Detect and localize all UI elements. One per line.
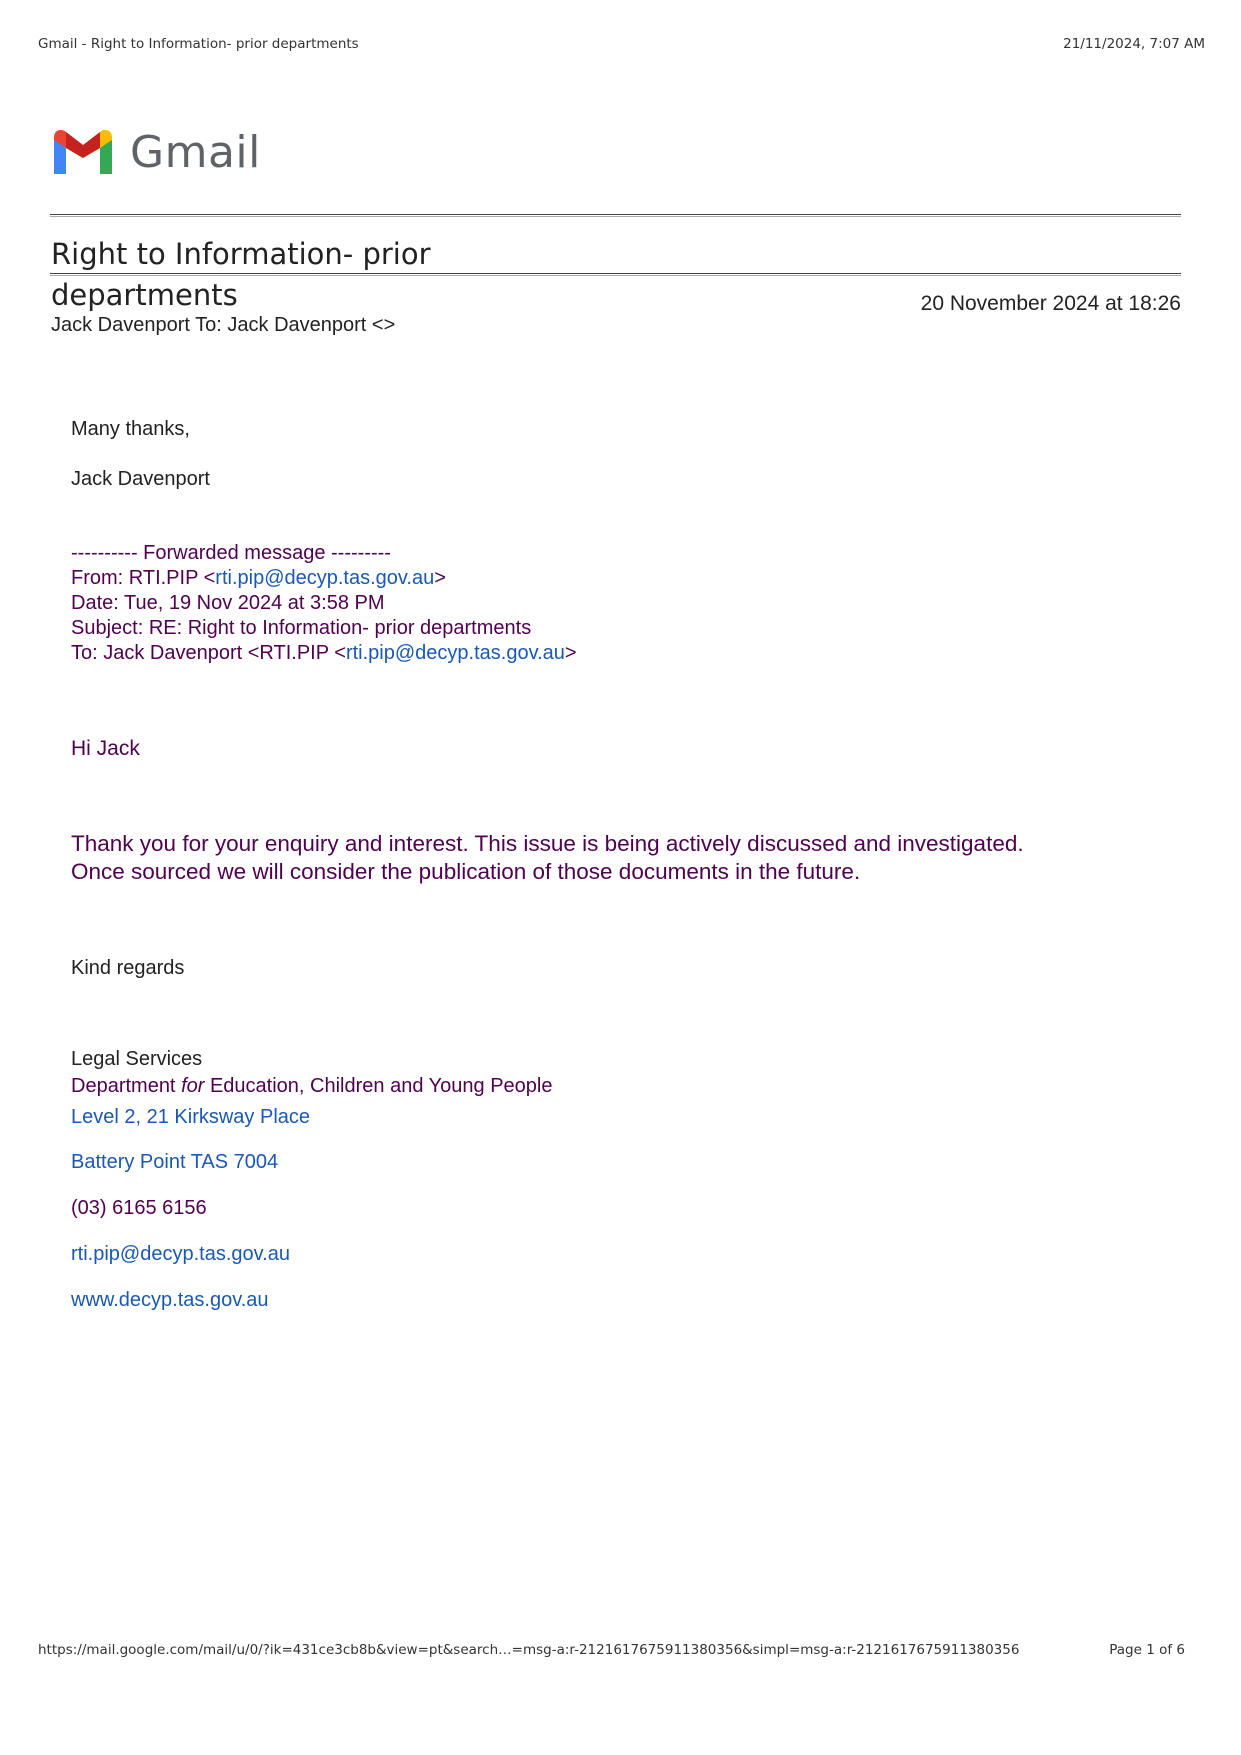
closing: Many thanks,: [71, 418, 190, 440]
forwarded-from-label: From: RTI.PIP <: [71, 567, 216, 589]
sig-address-line-1[interactable]: Level 2, 21 Kirksway Place: [71, 1106, 311, 1128]
header-rule: [50, 214, 1181, 215]
print-timestamp: 21/11/2024, 7:07 AM: [1063, 36, 1205, 52]
email-date: 20 November 2024 at 18:26: [920, 292, 1181, 315]
forwarded-from-close: >: [434, 567, 446, 589]
forwarded-from-email[interactable]: rti.pip@decyp.tas.gov.au: [215, 567, 435, 589]
forwarded-subject: Subject: RE: Right to Information- prior departments: [71, 617, 532, 639]
signature: Jack Davenport: [71, 468, 210, 490]
forwarded-to: [71, 642, 577, 665]
gmail-m-icon: [50, 128, 116, 176]
sig-phone: (03) 6165 6156: [71, 1197, 207, 1219]
sig-dept-pre: Department: [71, 1075, 182, 1097]
print-url: https://mail.google.com/mail/u/0/?ik=431ce3cb8b&view=pt&search…=msg-a:r-2121617675911380356&simpl=msg-a:r-2121617675911380356: [38, 1642, 1020, 1658]
forwarded-to-email[interactable]: rti.pip@decyp.tas.gov.au: [345, 642, 565, 664]
message-line-1: Thank you for your enquiry and interest. This issue is being actively discussed and investigated.: [71, 831, 1024, 856]
forwarded-to-close: >: [564, 642, 577, 664]
forwarded-to-label: To: Jack Davenport <RTI.PIP <: [71, 642, 346, 664]
sig-unit: Legal Services: [71, 1048, 203, 1070]
subject-rule: [50, 273, 1181, 274]
forwarded-header: ---------- Forwarded message ---------: [71, 542, 391, 564]
gmail-wordmark: Gmail: [130, 126, 261, 178]
email-subject: Right to Information- prior departments: [51, 237, 431, 312]
greeting: Hi Jack: [71, 737, 140, 760]
forwarded-date: Date: Tue, 19 Nov 2024 at 3:58 PM: [71, 592, 385, 614]
sig-dept-post: Education, Children and Young People: [204, 1075, 553, 1097]
print-title: Gmail - Right to Information- prior departments: [38, 36, 359, 52]
sig-website-link[interactable]: www.decyp.tas.gov.au: [71, 1289, 269, 1311]
sig-address-line-2[interactable]: Battery Point TAS 7004: [71, 1151, 279, 1173]
email-from-line: Jack Davenport To: Jack Davenport <>: [51, 314, 396, 336]
sig-dept-for: for: [181, 1075, 205, 1097]
sig-department: [71, 1075, 552, 1098]
forwarded-from: [71, 567, 446, 590]
regards: Kind regards: [71, 957, 185, 979]
print-header: [38, 36, 1205, 52]
print-footer: [38, 1642, 1185, 1658]
page-number: Page 1 of 6: [1109, 1642, 1185, 1658]
message-line-2: Once sourced we will consider the publication of those documents in the future.: [71, 859, 861, 884]
sig-email-link[interactable]: rti.pip@decyp.tas.gov.au: [71, 1243, 290, 1265]
gmail-logo: [50, 126, 261, 178]
